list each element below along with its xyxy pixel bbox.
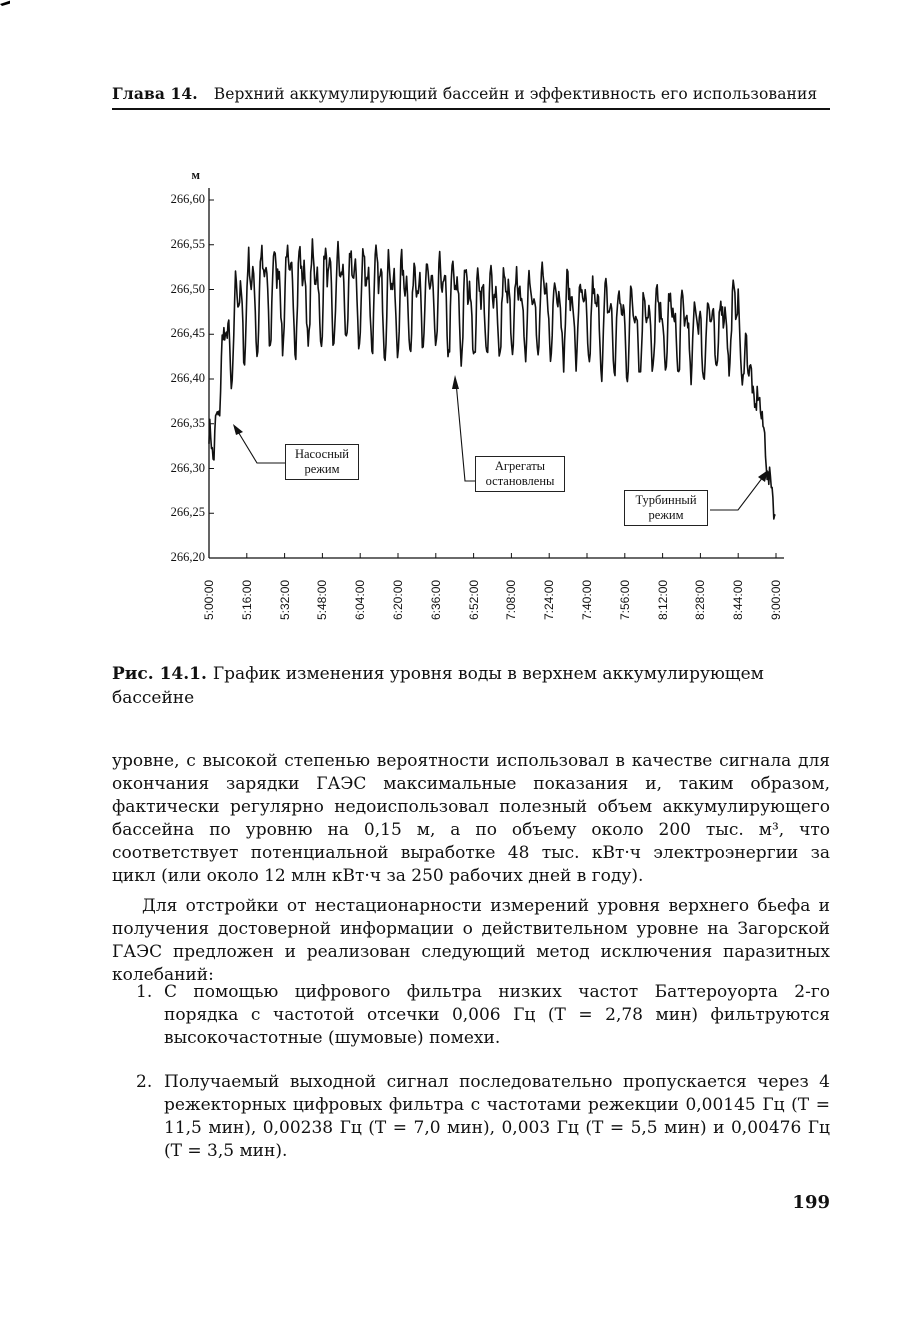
figure-label: Рис. 14.1.: [112, 664, 207, 684]
x-tick-label: 7:08:00: [504, 579, 519, 620]
y-tick-label: 266,45: [170, 326, 205, 341]
y-tick-label: 266,60: [170, 192, 205, 206]
y-tick-label: 266,30: [170, 460, 205, 475]
annotation-text: остановлены: [485, 474, 555, 488]
x-tick-label: 5:00:00: [202, 579, 216, 620]
y-axis-unit: м: [191, 168, 200, 182]
list-number: 1.: [136, 982, 153, 1002]
x-tick-label: 5:32:00: [277, 579, 292, 620]
paragraph-2: Для отстройки от нестационарности измерений уровня верхнего бьефа и получения достоверной информации о действительном уровне на Загорской ГАЭС предложен и реализован следующий метод исключения паразитных колебаний:: [112, 896, 830, 985]
x-tick-label: 6:04:00: [353, 579, 368, 620]
list-text: Получаемый выходной сигнал последовательно пропускается через 4 режекторных цифровых фильтра с частотами режекции 0,00145 Гц (T = 11,5 мин), 0,00238 Гц (T = 7,0 мин), 0,003 Гц (T = 5,5 мин) и 0,00476 Гц (T = 3,5 мин).: [164, 1072, 830, 1161]
y-tick-label: 266,25: [170, 505, 205, 520]
y-tick-label: 266,40: [170, 371, 205, 385]
x-tick-label: 6:20:00: [391, 579, 405, 620]
chapter-title: Верхний аккумулирующий бассейн и эффективность его использования: [213, 85, 818, 103]
x-tick-label: 5:48:00: [315, 579, 330, 620]
annotation-text: режим: [304, 462, 340, 476]
page-number: 199: [792, 1192, 830, 1213]
x-tick-label: 7:24:00: [542, 579, 557, 620]
paragraph-1: уровне, с высокой степенью вероятности использовал в качестве сигнала для окончания зарядки ГАЭС максимальные показания и, таким образом, фактически регулярно недоиспользовал полезный объем аккумулирующего бассейна по уровню на 0,15 м, а по объему около 200 тыс. м³, что соответствует потенциальной выработке 48 тыс. кВт·ч электроэнергии за цикл (или около 12 млн кВт·ч за 250 рабочих дней в году).: [112, 751, 830, 886]
x-tick-label: 7:56:00: [617, 579, 632, 620]
x-tick-label: 8:12:00: [655, 579, 670, 620]
x-tick-label: 6:36:00: [428, 579, 443, 620]
list-number: 2.: [136, 1072, 153, 1092]
x-tick-label: 6:52:00: [466, 579, 481, 620]
water-level-chart: [0, 0, 914, 640]
x-tick-label: 8:28:00: [693, 579, 708, 620]
annotation-text: Насосный: [294, 447, 349, 461]
figure-caption-text: График изменения уровня воды в верхнем аккумулирующем бассейне: [112, 664, 764, 708]
x-tick-label: 9:00:00: [769, 579, 783, 620]
annotation-pump-mode: [285, 444, 359, 480]
x-tick-label: 8:44:00: [731, 579, 746, 620]
figure-caption: [112, 662, 830, 710]
y-tick-label: 266,55: [170, 236, 205, 251]
y-tick-label: 266,35: [170, 415, 205, 430]
list-text: С помощью цифрового фильтра низких частот Баттероуорта 2-го порядка с частотой отсечки 0,006 Гц (T = 2,78 мин) фильтруются высокочастотные (шумовые) помехи.: [164, 982, 830, 1048]
x-tick-label: 5:16:00: [239, 579, 254, 620]
annotation-turbine-mode: [624, 490, 708, 526]
y-tick-label: 266,50: [170, 281, 205, 296]
x-tick-label: 7:40:00: [580, 579, 594, 620]
chapter-number: Глава 14.: [112, 84, 198, 103]
annotation-units-stopped: [475, 456, 565, 492]
annotation-text: Турбинный: [635, 493, 697, 507]
annotation-text: Агрегаты: [494, 459, 546, 473]
y-tick-label: 266,20: [170, 550, 205, 564]
annotation-text: режим: [648, 508, 684, 522]
